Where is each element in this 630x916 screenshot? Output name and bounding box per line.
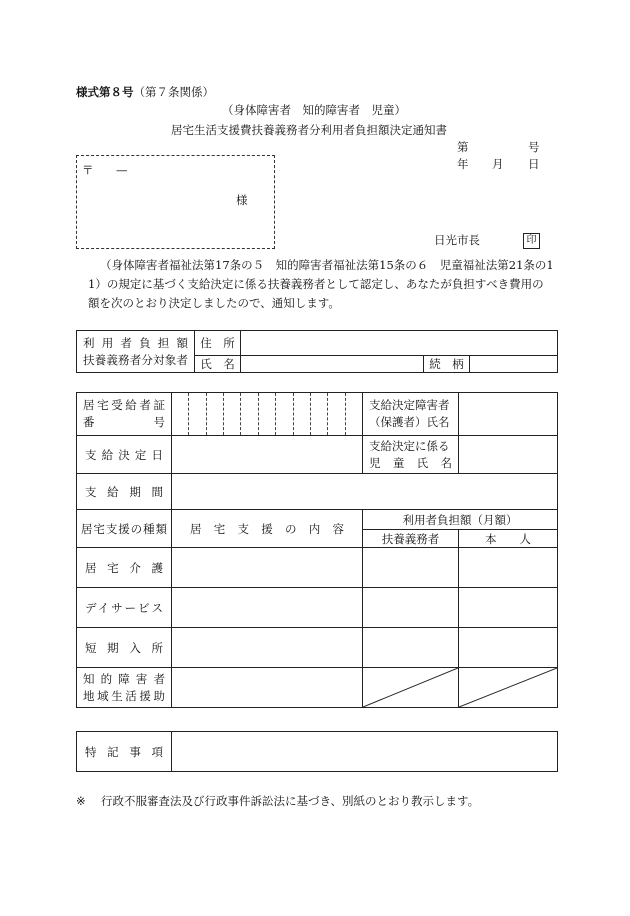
row-group-home-label [77,668,172,708]
address-label: 住 所 [195,331,241,356]
relation-label: 続 柄 [424,356,470,373]
period-label: 支給期間 [77,474,172,510]
document-title: 居宅生活支援費扶養義務者分利用者負担額決定通知書 [171,123,447,137]
support-type-header: 居宅支援の種類 [77,510,172,548]
row-short-stay-self[interactable] [459,628,558,668]
name-value[interactable] [241,356,424,373]
address-value[interactable] [241,331,558,356]
decided-person-label [363,393,459,436]
category-line: （身体障害者 知的障害者 児童） [222,103,406,117]
self-col-header: 本 人 [459,530,558,548]
child-name-line1: 支給決定に係る [369,438,450,453]
row-home-care-content[interactable] [172,548,363,588]
row-day-service-content[interactable] [172,588,363,628]
row-group-home-line1: 知的障害者 [83,671,165,686]
row-short-stay-label: 短期入所 [77,628,172,668]
body-line-1: （身体障害者福祉法第17条の５ 知的障害者福祉法第15条の６ 児童福祉法第21条の1 [100,258,554,272]
row-home-care-self[interactable] [459,548,558,588]
special-notes-value[interactable] [172,732,558,772]
body-line-2: 1）の規定に基づく支給決定に係る扶養義務者として認定し、あなたが負担すべき費用の [88,277,544,291]
row-short-stay-content[interactable] [172,628,363,668]
doc-number-go: 号 [528,140,540,154]
decision-date-value[interactable] [172,436,363,474]
issuer-name: 日光市長 [434,233,480,247]
row-day-service-self[interactable] [459,588,558,628]
postal-dash: — [116,163,128,177]
form-number: 様式第８号 [76,85,134,99]
support-content-header: 居宅支援の内容 [172,510,363,548]
decided-person-line2: （保護者）氏名 [369,415,450,429]
row-day-service-label: デイサービス [77,588,172,628]
decision-date-label: 支給決定日 [77,436,172,474]
target-label-line1: 利用者負担額 [83,335,188,350]
row-group-home-guardian-struck [363,668,459,708]
doc-number-dai: 第 [457,140,469,154]
strike-line-self [459,668,557,707]
recipient-no-label [77,393,172,436]
child-name-value[interactable] [459,436,558,474]
recipient-no-digits[interactable] [172,393,363,436]
row-group-home-content[interactable] [172,668,363,708]
body-line-3: 額を次のとおり決定しましたので、通知します。 [88,296,340,310]
decided-person-line1: 支給決定障害者 [369,398,450,412]
row-day-service-guardian[interactable] [363,588,459,628]
child-name-label [363,436,459,474]
form-number-line [76,87,214,99]
period-value[interactable] [172,474,558,510]
relation-value[interactable] [470,356,558,373]
date-month: 月 [492,157,504,171]
recipient-no-line2: 番 号 [83,415,165,429]
child-name-line2: 児 童 氏 名 [369,455,452,470]
date-day: 日 [528,157,540,171]
row-home-care-guardian[interactable] [363,548,459,588]
target-label-line2: 扶養義務者分対象者 [83,352,188,367]
row-group-home-line2: 地域生活援助 [83,688,165,703]
burden-header: 利用者負担額（月額） [363,510,558,530]
footnote-mark: ※ [76,794,86,808]
row-group-home-self-struck [459,668,558,708]
footnote-text: 行政不服審査法及び行政事件訴訟法に基づき、別紙のとおり教示します。 [101,794,480,808]
support-detail-table [76,392,558,708]
row-short-stay-guardian[interactable] [363,628,459,668]
postal-mark: 〒 [82,163,94,177]
row-home-care-label: 居宅介護 [77,548,172,588]
guardian-col-header: 扶養義務者 [363,530,459,548]
special-notes-label: 特記事項 [77,732,172,772]
date-year: 年 [457,157,469,171]
name-label: 氏 名 [195,356,241,373]
target-person-table [76,330,558,373]
decided-person-value[interactable] [459,393,558,436]
target-label-cell [77,331,195,373]
strike-line-guardian [363,668,458,707]
special-notes-table [76,731,558,772]
honorific-sama: 様 [236,193,248,207]
seal-mark: 印 [523,233,540,249]
recipient-no-line1: 居宅受給者証 [83,398,165,412]
form-reference: （第７条関係） [133,85,214,99]
